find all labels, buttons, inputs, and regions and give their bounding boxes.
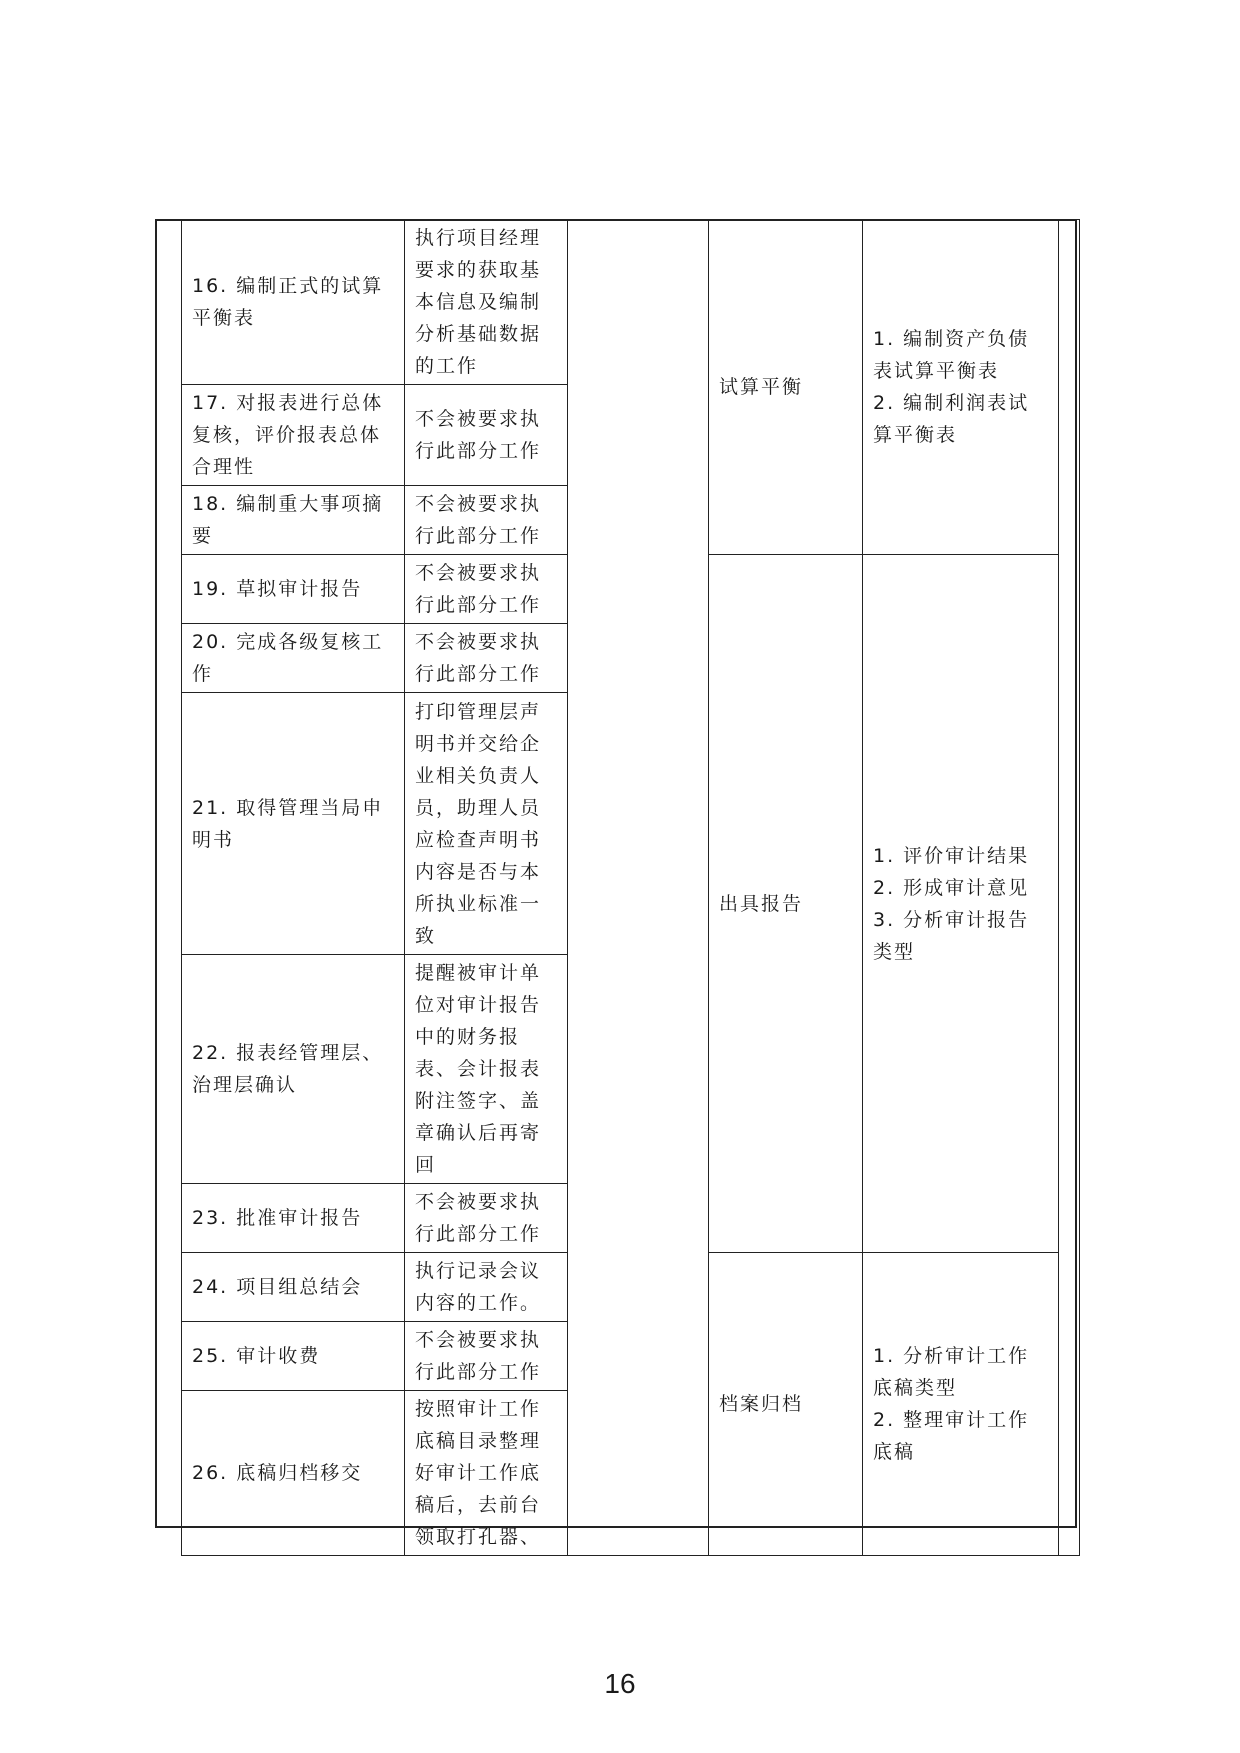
objectives-cell-trial-balance bbox=[863, 220, 1059, 555]
phase-cell-issue-report: 出具报告 bbox=[709, 555, 863, 1253]
step-cell: 25. 审计收费 bbox=[182, 1322, 405, 1391]
step-cell: 26. 底稿归档移交 bbox=[182, 1391, 405, 1556]
objective-item: 2. 形成审计意见 bbox=[873, 876, 1030, 899]
task-cell: 不会被要求执行此部分工作 bbox=[405, 385, 568, 486]
step-cell: 20. 完成各级复核工作 bbox=[182, 624, 405, 693]
objective-item: 1. 分析审计工作底稿类型 bbox=[873, 1345, 1030, 1399]
page-number: 16 bbox=[604, 1668, 636, 1699]
right-margin-cell bbox=[1059, 220, 1080, 1556]
audit-steps-table bbox=[181, 219, 1080, 1556]
task-cell: 不会被要求执行此部分工作 bbox=[405, 1322, 568, 1391]
task-cell: 不会被要求执行此部分工作 bbox=[405, 1184, 568, 1253]
step-cell: 17. 对报表进行总体复核，评价报表总体合理性 bbox=[182, 385, 405, 486]
step-cell: 19. 草拟审计报告 bbox=[182, 555, 405, 624]
step-cell: 22. 报表经管理层、治理层确认 bbox=[182, 955, 405, 1184]
step-cell: 23. 批准审计报告 bbox=[182, 1184, 405, 1253]
objective-item: 3. 分析审计报告类型 bbox=[873, 908, 1030, 963]
task-cell: 不会被要求执行此部分工作 bbox=[405, 624, 568, 693]
objectives-cell-archive bbox=[863, 1253, 1059, 1556]
task-cell: 不会被要求执行此部分工作 bbox=[405, 486, 568, 555]
objective-item: 2. 整理审计工作底稿 bbox=[873, 1409, 1030, 1463]
phase-cell-archive: 档案归档 bbox=[709, 1253, 863, 1556]
phase-cell-trial-balance: 试算平衡 bbox=[709, 220, 863, 555]
objective-item: 2. 编制利润表试算平衡表 bbox=[873, 392, 1030, 446]
objective-item: 1. 评价审计结果 bbox=[873, 844, 1030, 867]
task-cell: 打印管理层声明书并交给企业相关负责人员，助理人员应检查声明书内容是否与本所执业标准一致 bbox=[405, 693, 568, 955]
task-cell: 执行项目经理要求的获取基本信息及编制分析基础数据的工作 bbox=[405, 220, 568, 385]
task-cell: 执行记录会议内容的工作。 bbox=[405, 1253, 568, 1322]
step-cell: 24. 项目组总结会 bbox=[182, 1253, 405, 1322]
task-cell: 提醒被审计单位对审计报告中的财务报表、会计报表附注签字、盖章确认后再寄回 bbox=[405, 955, 568, 1184]
task-cell: 按照审计工作底稿目录整理好审计工作底稿后，去前台领取打孔器、 bbox=[405, 1391, 568, 1556]
blank-column-cell bbox=[568, 220, 709, 1556]
step-cell: 18. 编制重大事项摘要 bbox=[182, 486, 405, 555]
step-cell: 16. 编制正式的试算平衡表 bbox=[182, 220, 405, 385]
task-cell: 不会被要求执行此部分工作 bbox=[405, 555, 568, 624]
table-row bbox=[182, 220, 1080, 385]
step-cell: 21. 取得管理当局申明书 bbox=[182, 693, 405, 955]
objective-item: 1. 编制资产负债表试算平衡表 bbox=[873, 328, 1030, 382]
objectives-cell-issue-report bbox=[863, 555, 1059, 1253]
